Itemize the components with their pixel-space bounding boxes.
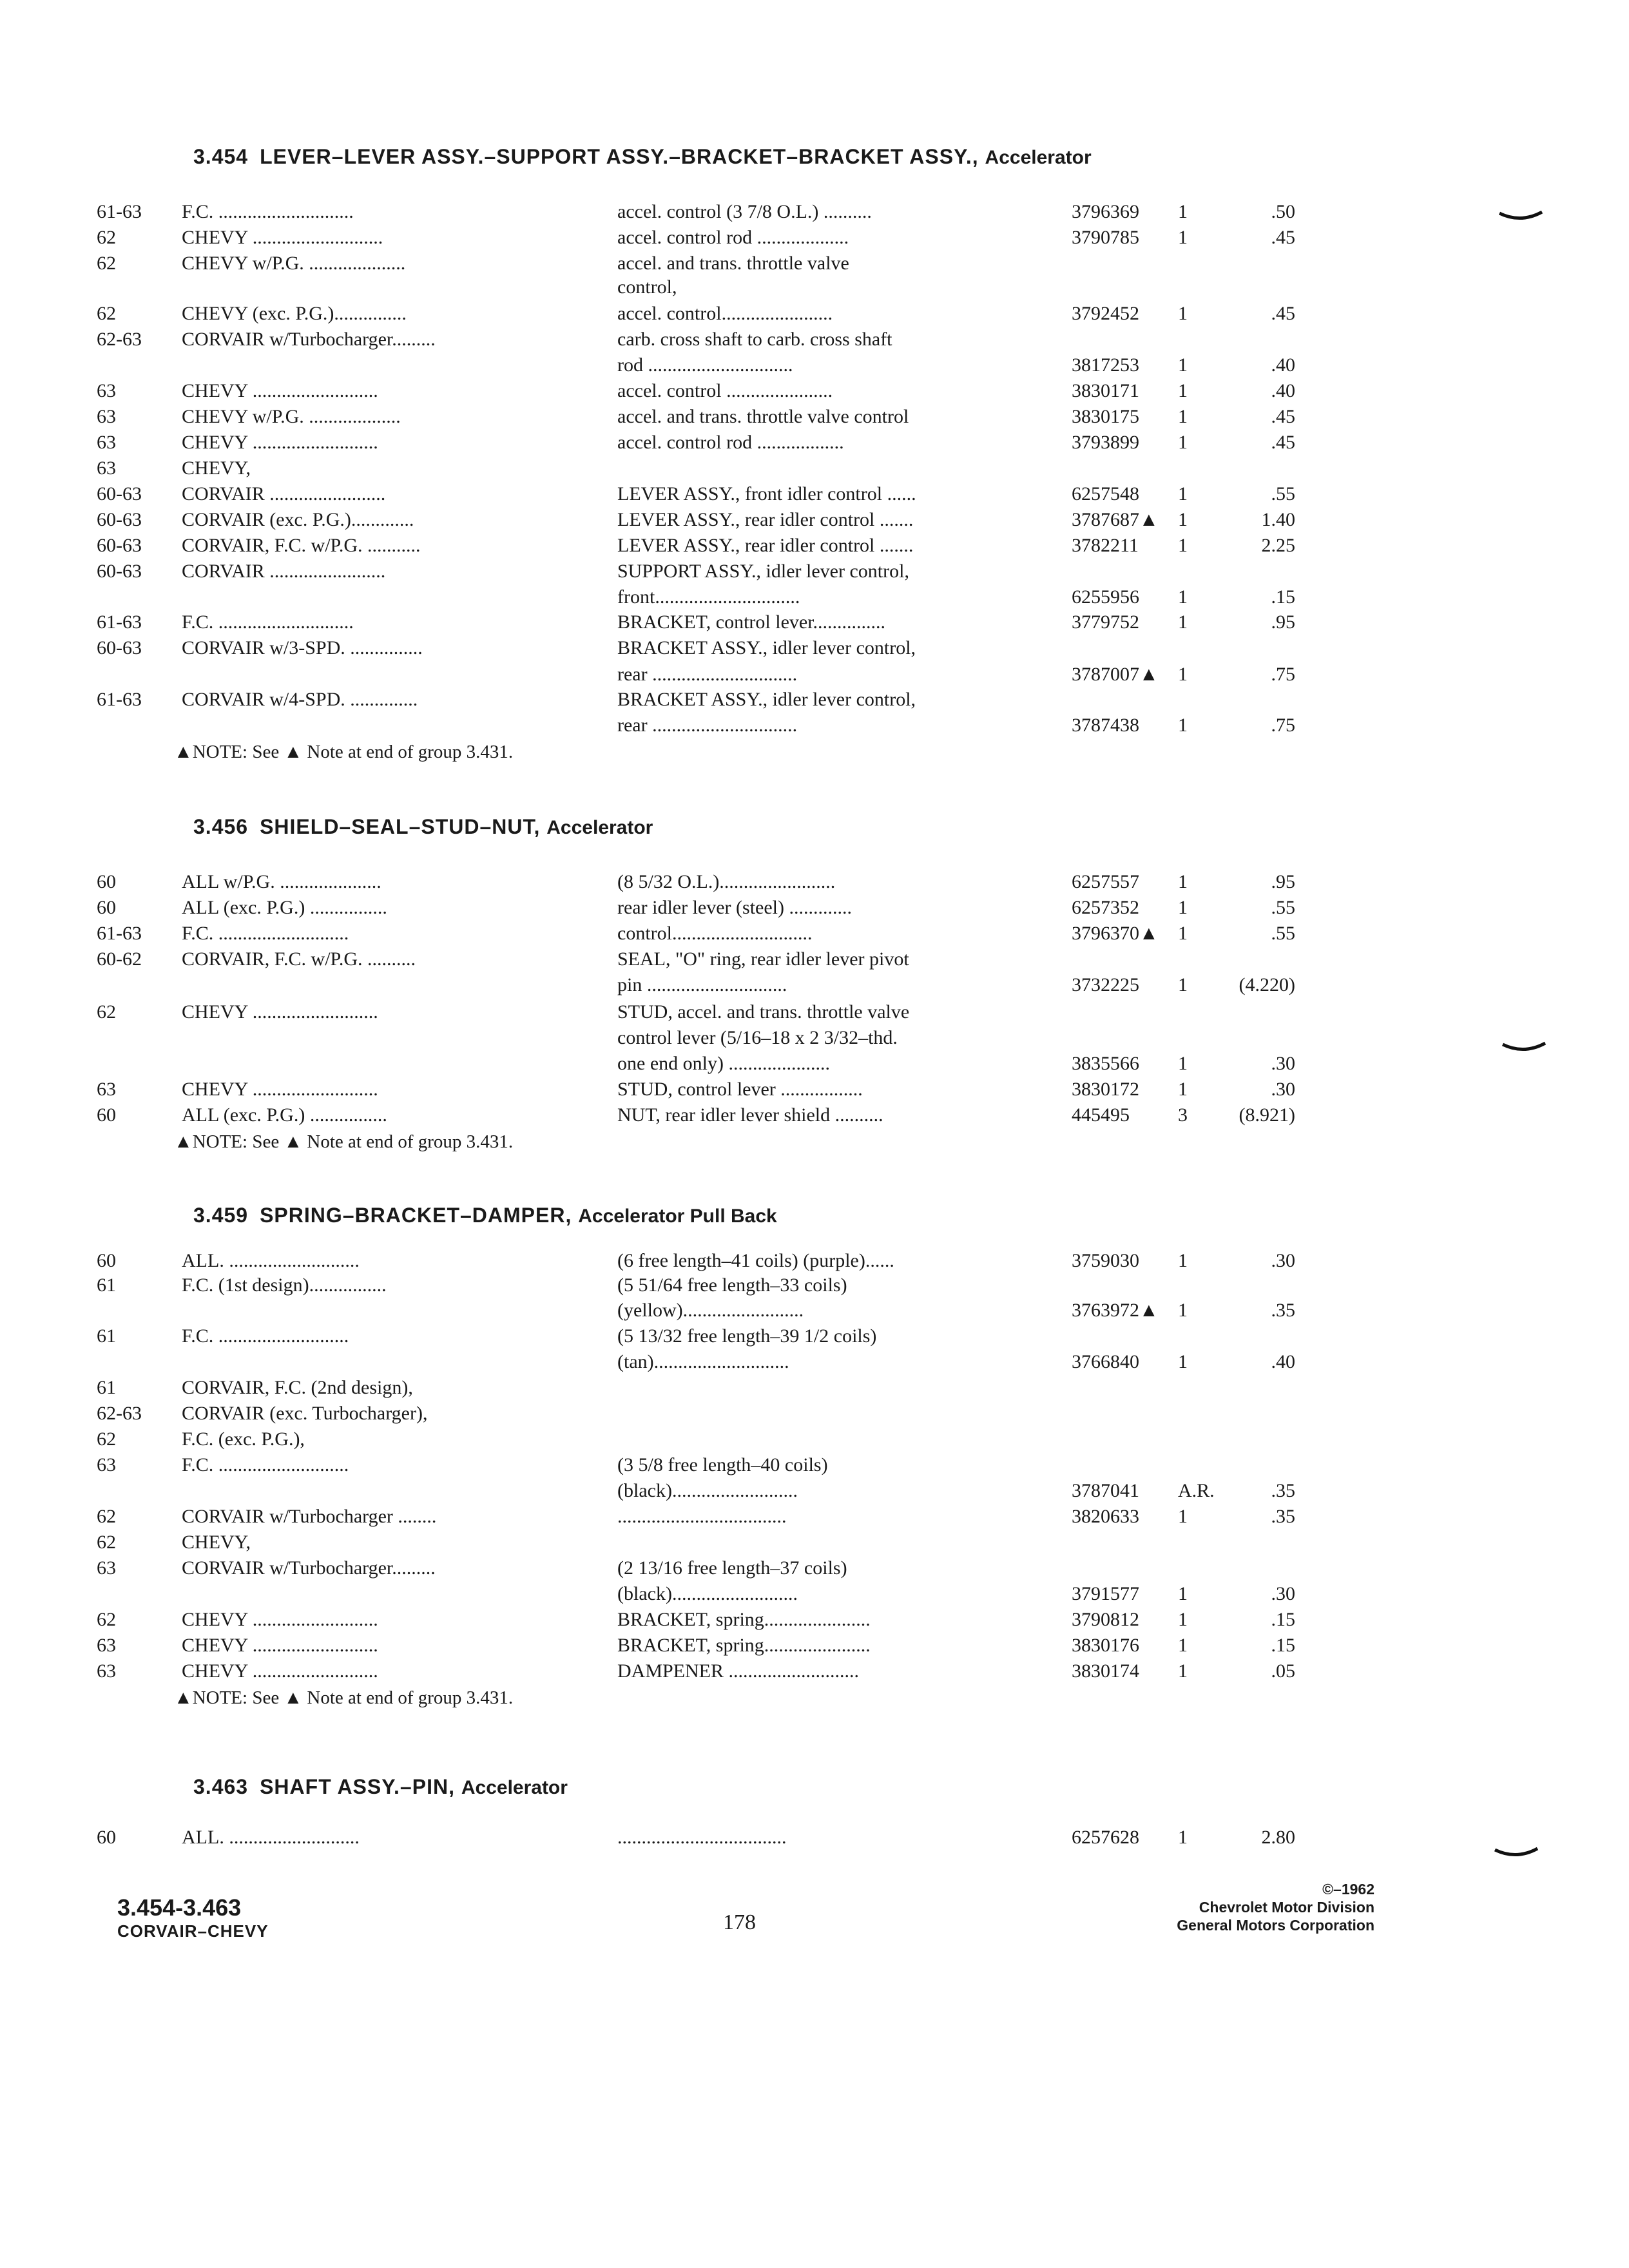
parts-row (0, 1583, 1629, 1609)
price: .45 (1271, 406, 1295, 427)
model-year: 60 (97, 1104, 116, 1126)
price: .35 (1271, 1300, 1295, 1321)
parts-row (0, 586, 1629, 612)
price: .30 (1271, 1079, 1295, 1100)
price: .45 (1271, 303, 1295, 324)
vehicle-model: F.C. (exc. P.G.), (182, 1428, 305, 1450)
quantity: 1 (1178, 923, 1188, 944)
parts-row (0, 1454, 1629, 1480)
margin-tick-mark-2 (1501, 1041, 1547, 1053)
vehicle-model: CHEVY .......................... (182, 1660, 378, 1682)
part-description: BRACKET ASSY., idler lever control, (617, 689, 916, 710)
part-description: accel. and trans. throttle valve (617, 253, 849, 274)
part-number: 3820633 (1072, 1506, 1139, 1527)
vehicle-model: ALL (exc. P.G.) ................ (182, 1104, 387, 1126)
parts-row (0, 664, 1629, 689)
parts-row (0, 276, 1629, 302)
parts-row (0, 948, 1629, 974)
part-description: accel. control (3 7/8 O.L.) .......... (617, 201, 872, 222)
price: .30 (1271, 1250, 1295, 1271)
section-number: 3.454 (193, 145, 249, 168)
part-description: (tan)............................ (617, 1351, 789, 1372)
part-description: ................................... (617, 1827, 787, 1848)
part-description: rod .............................. (617, 354, 793, 376)
price: .55 (1271, 483, 1295, 505)
part-description: BRACKET, spring...................... (617, 1609, 871, 1630)
model-year: 60 (97, 871, 116, 892)
part-number: 3782211 (1072, 535, 1139, 556)
part-description: (black).......................... (617, 1583, 798, 1604)
section-heading (193, 145, 1092, 169)
footer-group-range: 3.454-3.463 (117, 1894, 242, 1921)
part-description: (2 13/16 free length–37 coils) (617, 1557, 847, 1579)
price: .30 (1271, 1053, 1295, 1074)
part-description: accel. control....................... (617, 303, 833, 324)
price: .40 (1271, 380, 1295, 401)
part-description: NUT, rear idler lever shield .......... (617, 1104, 883, 1126)
price: 2.25 (1261, 535, 1295, 556)
model-year: 63 (97, 1454, 116, 1475)
quantity: 1 (1178, 1300, 1188, 1321)
part-number: 3787041 (1072, 1480, 1139, 1501)
part-number: 6257352 (1072, 897, 1139, 918)
quantity: 1 (1178, 1079, 1188, 1100)
model-year: 63 (97, 1635, 116, 1656)
section-title: LEVER–LEVER ASSY.–SUPPORT ASSY.–BRACKET–BRACKET ASSY., (260, 145, 979, 168)
parts-row (0, 329, 1629, 354)
part-description: STUD, accel. and trans. throttle valve (617, 1001, 910, 1023)
part-number: 3796369 (1072, 201, 1139, 222)
model-year: 62 (97, 1609, 116, 1630)
price: .15 (1271, 586, 1295, 608)
model-year: 60-62 (97, 948, 142, 970)
parts-row (0, 253, 1629, 278)
quantity: 1 (1178, 354, 1188, 376)
vehicle-model: CHEVY w/P.G. .................... (182, 253, 406, 274)
part-number: 3791577 (1072, 1583, 1139, 1604)
section-heading (193, 1775, 568, 1799)
price: .35 (1271, 1480, 1295, 1501)
price: (4.220) (1239, 974, 1295, 995)
model-year: 63 (97, 1660, 116, 1682)
vehicle-model: CORVAIR w/Turbocharger......... (182, 1557, 436, 1579)
section-subtitle: Accelerator (985, 147, 1092, 168)
part-description: ................................... (617, 1506, 787, 1527)
part-number: 3793899 (1072, 432, 1139, 453)
part-number: 445495 (1072, 1104, 1130, 1126)
vehicle-model: CORVAIR, F.C. w/P.G. ........... (182, 535, 421, 556)
vehicle-model: CHEVY ........................... (182, 227, 383, 248)
section-title: SPRING–BRACKET–DAMPER, (260, 1204, 572, 1227)
part-description: control, (617, 276, 677, 298)
vehicle-model: F.C. ........................... (182, 1325, 349, 1347)
parts-row (0, 689, 1629, 715)
quantity: 1 (1178, 974, 1188, 995)
section-number: 3.459 (193, 1204, 249, 1227)
model-year: 60 (97, 1827, 116, 1848)
part-number: 3787007▲ (1072, 664, 1159, 685)
footer-right (1177, 1880, 1374, 1934)
model-year: 62 (97, 253, 116, 274)
part-description: (8 5/32 O.L.)........................ (617, 871, 836, 892)
vehicle-model: CHEVY .......................... (182, 380, 378, 401)
vehicle-model: ALL. ........................... (182, 1827, 360, 1848)
parts-row (0, 1609, 1629, 1635)
vehicle-model: CORVAIR (exc. Turbocharger), (182, 1403, 428, 1424)
parts-row (0, 974, 1629, 1000)
margin-tick-mark-3 (1494, 1846, 1539, 1859)
part-number: 3835566 (1072, 1053, 1139, 1074)
quantity: 1 (1178, 380, 1188, 401)
parts-row (0, 535, 1629, 561)
part-description: (5 13/32 free length–39 1/2 coils) (617, 1325, 877, 1347)
page-number: 178 (723, 1910, 756, 1934)
price: .75 (1271, 715, 1295, 736)
part-number: 6257548 (1072, 483, 1139, 505)
model-year: 62 (97, 1428, 116, 1450)
vehicle-model: CORVAIR (exc. P.G.)............. (182, 509, 414, 530)
part-description: BRACKET, control lever............... (617, 611, 886, 633)
part-description: one end only) ..................... (617, 1053, 830, 1074)
parts-row (0, 1532, 1629, 1557)
price: 2.80 (1261, 1827, 1295, 1848)
parts-row (0, 1250, 1629, 1276)
part-description: accel. and trans. throttle valve control (617, 406, 909, 427)
model-year: 61-63 (97, 923, 142, 944)
quantity: 1 (1178, 406, 1188, 427)
model-year: 60 (97, 897, 116, 918)
parts-row (0, 1403, 1629, 1428)
vehicle-model: F.C. ........................... (182, 1454, 349, 1475)
model-year: 63 (97, 380, 116, 401)
price: .15 (1271, 1635, 1295, 1656)
parts-row (0, 483, 1629, 509)
vehicle-model: CORVAIR w/Turbocharger ........ (182, 1506, 437, 1527)
vehicle-model: CHEVY .......................... (182, 1635, 378, 1656)
parts-row (0, 1827, 1629, 1852)
parts-row (0, 1053, 1629, 1079)
price: (8.921) (1239, 1104, 1295, 1126)
quantity: 1 (1178, 611, 1188, 633)
price: .95 (1271, 611, 1295, 633)
part-number: 3830175 (1072, 406, 1139, 427)
part-description: (3 5/8 free length–40 coils) (617, 1454, 828, 1475)
parts-row (0, 1001, 1629, 1027)
quantity: 3 (1178, 1104, 1188, 1126)
vehicle-model: CORVAIR w/3-SPD. ............... (182, 637, 423, 658)
model-year: 62 (97, 303, 116, 324)
parts-row (0, 1557, 1629, 1583)
part-description: LEVER ASSY., rear idler control ....... (617, 509, 914, 530)
part-description: LEVER ASSY., rear idler control ....... (617, 535, 914, 556)
part-number: 3763972▲ (1072, 1300, 1159, 1321)
section-title: SHIELD–SEAL–STUD–NUT, (260, 815, 541, 838)
parts-row (0, 457, 1629, 483)
part-number: 3830172 (1072, 1079, 1139, 1100)
section-note: ▲NOTE: See ▲ Note at end of group 3.431. (174, 742, 514, 762)
parts-row (0, 354, 1629, 380)
part-description: (5 51/64 free length–33 coils) (617, 1274, 847, 1296)
parts-row (0, 1506, 1629, 1532)
quantity: 1 (1178, 586, 1188, 608)
parts-row (0, 227, 1629, 253)
part-description: (black).......................... (617, 1480, 798, 1501)
vehicle-model: CHEVY .......................... (182, 1001, 378, 1023)
model-year: 63 (97, 1079, 116, 1100)
quantity: 1 (1178, 1506, 1188, 1527)
part-number: 3817253 (1072, 354, 1139, 376)
section-number: 3.463 (193, 1775, 249, 1798)
quantity: 1 (1178, 1635, 1188, 1656)
parts-row (0, 1104, 1629, 1130)
vehicle-model: CHEVY, (182, 457, 251, 479)
vehicle-model: CHEVY w/P.G. ................... (182, 406, 401, 427)
parts-row (0, 1428, 1629, 1454)
quantity: 1 (1178, 1583, 1188, 1604)
quantity: 1 (1178, 201, 1188, 222)
price: .45 (1271, 227, 1295, 248)
part-number: 3766840 (1072, 1351, 1139, 1372)
quantity: 1 (1178, 871, 1188, 892)
model-year: 62 (97, 227, 116, 248)
vehicle-model: CHEVY, (182, 1532, 251, 1553)
part-number: 3792452 (1072, 303, 1139, 324)
vehicle-model: CHEVY .......................... (182, 1079, 378, 1100)
part-description: accel. control ...................... (617, 380, 833, 401)
section-subtitle: Accelerator Pull Back (578, 1206, 777, 1227)
price: .55 (1271, 897, 1295, 918)
part-number: 3796370▲ (1072, 923, 1159, 944)
model-year: 62 (97, 1001, 116, 1023)
part-description: control lever (5/16–18 x 2 3/32–thd. (617, 1027, 898, 1048)
part-description: accel. control rod .................. (617, 432, 844, 453)
parts-row (0, 1300, 1629, 1325)
quantity: 1 (1178, 1609, 1188, 1630)
model-year: 60-63 (97, 535, 142, 556)
part-description: rear idler lever (steel) ............. (617, 897, 852, 918)
part-description: LEVER ASSY., front idler control ...... (617, 483, 916, 505)
quantity: 1 (1178, 432, 1188, 453)
quantity: 1 (1178, 897, 1188, 918)
price: .15 (1271, 1609, 1295, 1630)
model-year: 61-63 (97, 201, 142, 222)
footer-corporation: General Motors Corporation (1177, 1917, 1374, 1934)
part-number: 3830174 (1072, 1660, 1139, 1682)
parts-row (0, 1274, 1629, 1300)
part-number: 6257628 (1072, 1827, 1139, 1848)
model-year: 60-63 (97, 637, 142, 658)
part-description: STUD, control lever ................. (617, 1079, 863, 1100)
footer-vehicle: CORVAIR–CHEVY (117, 1921, 269, 1941)
part-description: pin ............................. (617, 974, 787, 995)
parts-row (0, 201, 1629, 227)
model-year: 62 (97, 1506, 116, 1527)
vehicle-model: ALL. ........................... (182, 1250, 360, 1271)
parts-row (0, 1351, 1629, 1377)
parts-row (0, 432, 1629, 457)
parts-row (0, 923, 1629, 948)
model-year: 63 (97, 432, 116, 453)
quantity: 1 (1178, 664, 1188, 685)
parts-row (0, 509, 1629, 535)
vehicle-model: ALL (exc. P.G.) ................ (182, 897, 387, 918)
model-year: 61 (97, 1377, 116, 1398)
margin-tick-mark-1 (1498, 209, 1543, 222)
quantity: 1 (1178, 535, 1188, 556)
quantity: A.R. (1178, 1480, 1215, 1501)
part-number: 3732225 (1072, 974, 1139, 995)
model-year: 60-63 (97, 483, 142, 505)
model-year: 61-63 (97, 689, 142, 710)
model-year: 62-63 (97, 329, 142, 350)
part-number: 3759030 (1072, 1250, 1139, 1271)
part-number: 3830176 (1072, 1635, 1139, 1656)
section-subtitle: Accelerator (546, 817, 653, 838)
vehicle-model: CORVAIR ........................ (182, 561, 386, 582)
price: .40 (1271, 354, 1295, 376)
part-number: 3790812 (1072, 1609, 1139, 1630)
quantity: 1 (1178, 509, 1188, 530)
section-heading (193, 815, 653, 839)
model-year: 63 (97, 457, 116, 479)
model-year: 60 (97, 1250, 116, 1271)
part-number: 6255956 (1072, 586, 1139, 608)
vehicle-model: CORVAIR w/4-SPD. .............. (182, 689, 418, 710)
vehicle-model: F.C. ............................ (182, 201, 354, 222)
quantity: 1 (1178, 483, 1188, 505)
parts-row (0, 303, 1629, 329)
quantity: 1 (1178, 1660, 1188, 1682)
price: .40 (1271, 1351, 1295, 1372)
part-description: SUPPORT ASSY., idler lever control, (617, 561, 909, 582)
parts-row (0, 715, 1629, 740)
vehicle-model: CORVAIR, F.C. w/P.G. .......... (182, 948, 416, 970)
parts-row (0, 1480, 1629, 1506)
part-description: (6 free length–41 coils) (purple)...... (617, 1250, 894, 1271)
vehicle-model: CHEVY (exc. P.G.)............... (182, 303, 407, 324)
part-number: 3830171 (1072, 380, 1139, 401)
model-year: 60-63 (97, 561, 142, 582)
model-year: 62 (97, 1532, 116, 1553)
part-number: 3787687▲ (1072, 509, 1159, 530)
quantity: 1 (1178, 1827, 1188, 1848)
section-number: 3.456 (193, 815, 249, 838)
section-subtitle: Accelerator (461, 1777, 568, 1798)
section-note: ▲NOTE: See ▲ Note at end of group 3.431. (174, 1131, 514, 1152)
price: .95 (1271, 871, 1295, 892)
parts-row (0, 897, 1629, 923)
parts-row (0, 1635, 1629, 1660)
parts-row (0, 1325, 1629, 1351)
part-description: BRACKET ASSY., idler lever control, (617, 637, 916, 658)
vehicle-model: CHEVY .......................... (182, 432, 378, 453)
part-description: (yellow)......................... (617, 1300, 804, 1321)
quantity: 1 (1178, 715, 1188, 736)
parts-row (0, 1377, 1629, 1403)
part-description: DAMPENER ........................... (617, 1660, 860, 1682)
parts-row (0, 380, 1629, 406)
parts-row (0, 611, 1629, 637)
footer-copyright: ©–1962 (1322, 1881, 1374, 1898)
price: .50 (1271, 201, 1295, 222)
parts-row (0, 871, 1629, 897)
model-year: 60-63 (97, 509, 142, 530)
part-number: 6257557 (1072, 871, 1139, 892)
price: .30 (1271, 1583, 1295, 1604)
vehicle-model: F.C. ............................ (182, 611, 354, 633)
price: .05 (1271, 1660, 1295, 1682)
model-year: 61 (97, 1325, 116, 1347)
vehicle-model: CORVAIR, F.C. (2nd design), (182, 1377, 413, 1398)
part-description: BRACKET, spring...................... (617, 1635, 871, 1656)
footer-division: Chevrolet Motor Division (1199, 1899, 1374, 1916)
quantity: 1 (1178, 1351, 1188, 1372)
model-year: 63 (97, 406, 116, 427)
model-year: 62-63 (97, 1403, 142, 1424)
part-description: SEAL, "O" ring, rear idler lever pivot (617, 948, 909, 970)
part-description: accel. control rod ................... (617, 227, 849, 248)
vehicle-model: F.C. ........................... (182, 923, 349, 944)
model-year: 63 (97, 1557, 116, 1579)
vehicle-model: CORVAIR ........................ (182, 483, 386, 505)
price: .75 (1271, 664, 1295, 685)
section-heading (193, 1204, 777, 1227)
part-description: rear .............................. (617, 664, 798, 685)
parts-row (0, 1660, 1629, 1686)
model-year: 61 (97, 1274, 116, 1296)
parts-row (0, 561, 1629, 586)
price: .55 (1271, 923, 1295, 944)
vehicle-model: ALL w/P.G. ..................... (182, 871, 381, 892)
vehicle-model: CHEVY .......................... (182, 1609, 378, 1630)
part-number: 3790785 (1072, 227, 1139, 248)
quantity: 1 (1178, 303, 1188, 324)
parts-row (0, 1079, 1629, 1104)
part-number: 3787438 (1072, 715, 1139, 736)
parts-row (0, 406, 1629, 432)
quantity: 1 (1178, 1053, 1188, 1074)
quantity: 1 (1178, 227, 1188, 248)
price: 1.40 (1261, 509, 1295, 530)
vehicle-model: F.C. (1st design)................ (182, 1274, 387, 1296)
part-description: rear .............................. (617, 715, 798, 736)
section-title: SHAFT ASSY.–PIN, (260, 1775, 455, 1798)
part-number: 3779752 (1072, 611, 1139, 633)
parts-row (0, 1027, 1629, 1053)
quantity: 1 (1178, 1250, 1188, 1271)
part-description: carb. cross shaft to carb. cross shaft (617, 329, 892, 350)
vehicle-model: CORVAIR w/Turbocharger......... (182, 329, 436, 350)
part-description: control............................. (617, 923, 813, 944)
section-note: ▲NOTE: See ▲ Note at end of group 3.431. (174, 1687, 514, 1708)
footer-left (117, 1894, 269, 1941)
model-year: 61-63 (97, 611, 142, 633)
price: .35 (1271, 1506, 1295, 1527)
price: .45 (1271, 432, 1295, 453)
parts-row (0, 637, 1629, 663)
part-description: front.............................. (617, 586, 800, 608)
